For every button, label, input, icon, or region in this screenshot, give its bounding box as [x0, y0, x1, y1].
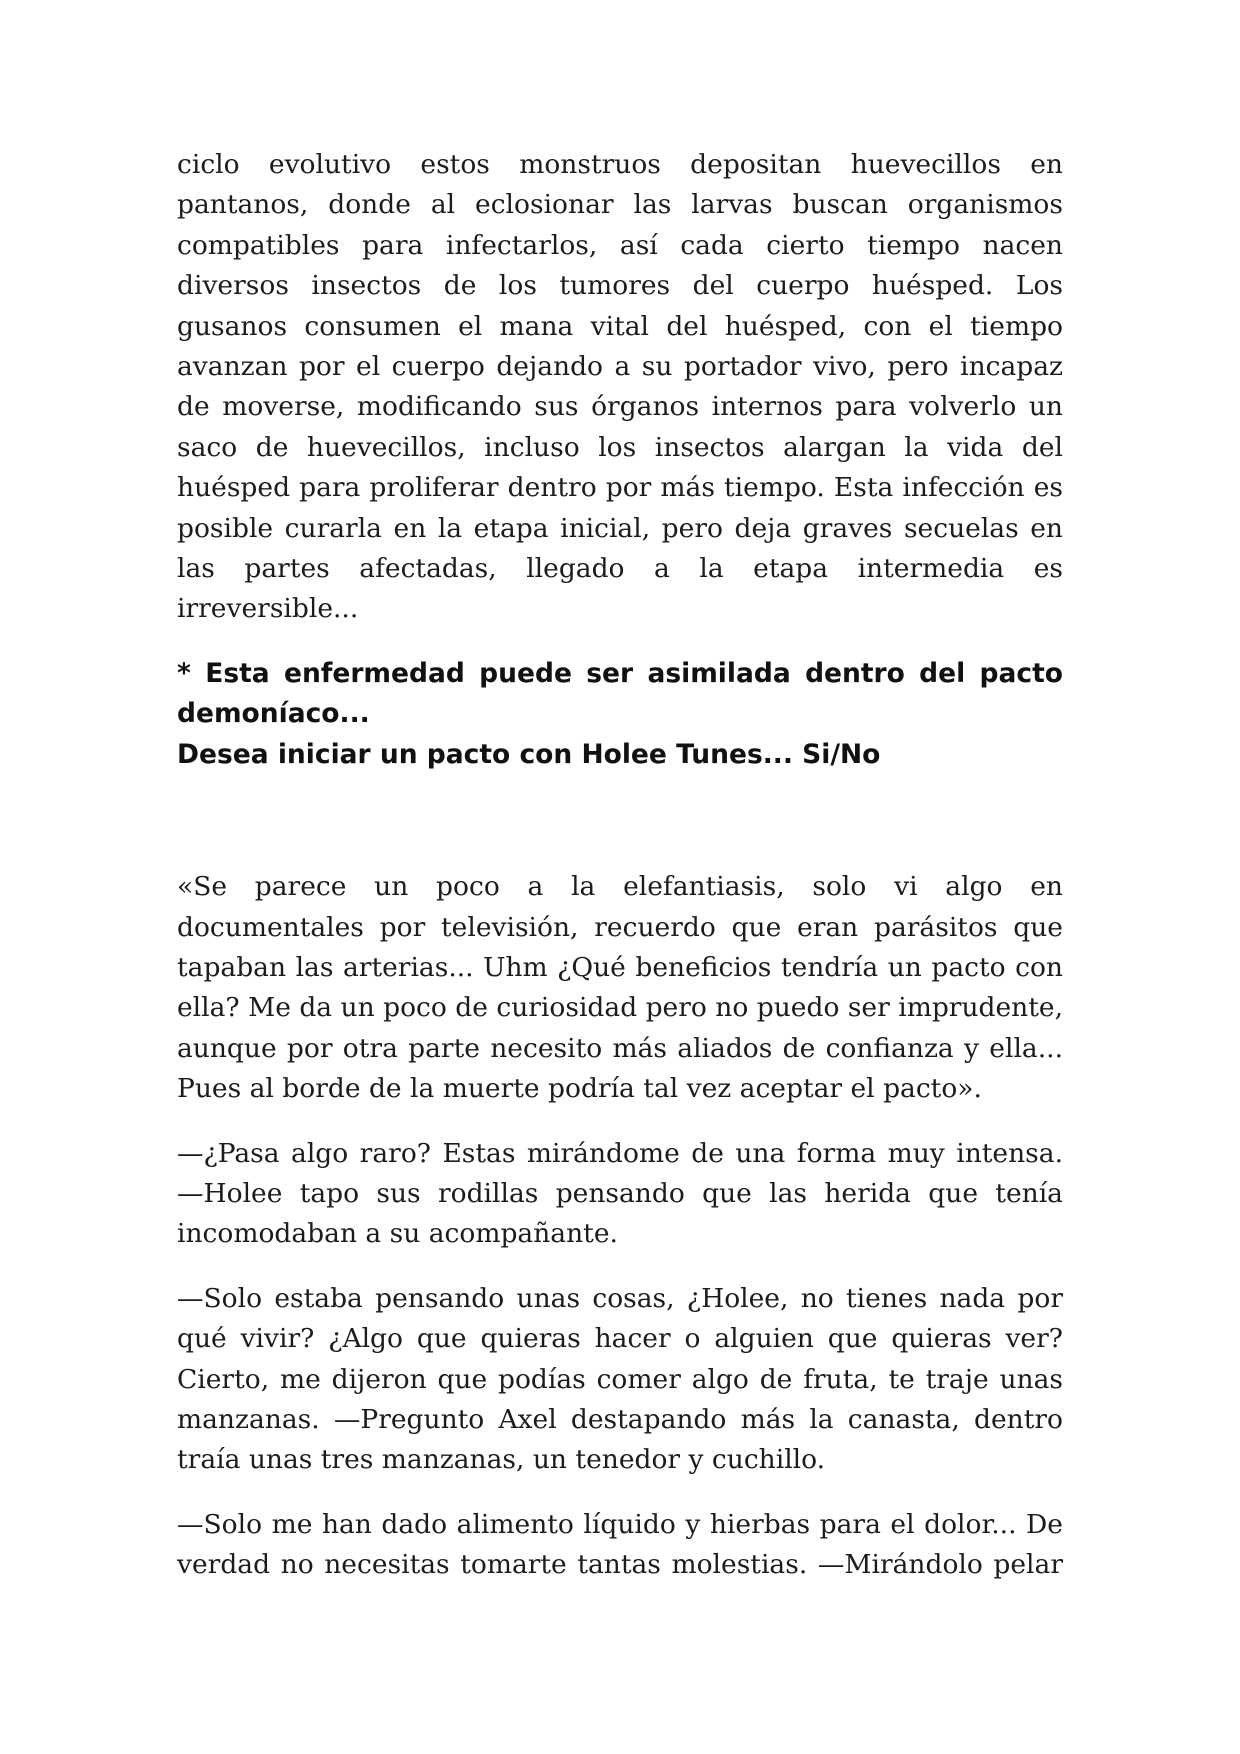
- paragraph-dialogue-3: —Solo me han dado alimento líquido y hierbas para el dolor... De verdad no necesitas tomarte tantas molestias. —Mirándolo pelar: [177, 1508, 1063, 1581]
- paragraph-dialogue-2: —Solo estaba pensando unas cosas, ¿Holee, no tienes nada por qué vivir? ¿Algo que quieras hacer o alguien que quieras ver? Cierto, me dijeron que podías comer algo de fruta, te traje unas manzanas. —Pregunto Axel destapando más la canasta, dentro traía unas tres manzanas, un tenedor y cuchillo.: [177, 1282, 1063, 1476]
- paragraph-inner-thought: «Se parece un poco a la elefantiasis, solo vi algo en documentales por televisión, recuerdo que eran parásitos que tapaban las arterias... Uhm ¿Qué beneficios tendría un pacto con ella? Me da un poco de curiosidad pero no puedo ser imprudente, aunque por otra parte necesito más aliados de confianza y ella... Pues al borde de la muerte podría tal vez aceptar el pacto».: [177, 871, 1063, 1105]
- section-gap: [177, 775, 1063, 867]
- system-message-line-2: Desea iniciar un pacto con Holee Tunes... Si/No: [177, 738, 881, 770]
- paragraph-infection-description: ciclo evolutivo estos monstruos depositan huevecillos en pantanos, donde al eclosionar las larvas buscan organismos compatibles para infectarlos, así cada cierto tiempo nacen diversos insectos de los tumores del cuerpo huésped. Los gusanos consumen el mana vital del huésped, con el tiempo avanzan por el cuerpo dejando a su portador vivo, pero incapaz de moverse, modificando sus órganos internos para volverlo un saco de huevecillos, incluso los insectos alargan la vida del huésped para proliferar dentro por más tiempo. Esta infección es posible curarla en la etapa inicial, pero deja graves secuelas en las partes afectadas, llegado a la etapa intermedia es irreversible...: [177, 149, 1063, 625]
- paragraph-dialogue-1: —¿Pasa algo raro? Estas mirándome de una forma muy intensa. —Holee tapo sus rodillas pensando que las herida que tenía incomodaban a su acompañante.: [177, 1137, 1063, 1250]
- body-text: [177, 145, 1063, 1610]
- system-message-line-1: * Esta enfermedad puede ser asimilada dentro del pacto demoníaco...: [177, 657, 1063, 730]
- system-message: [177, 654, 1063, 775]
